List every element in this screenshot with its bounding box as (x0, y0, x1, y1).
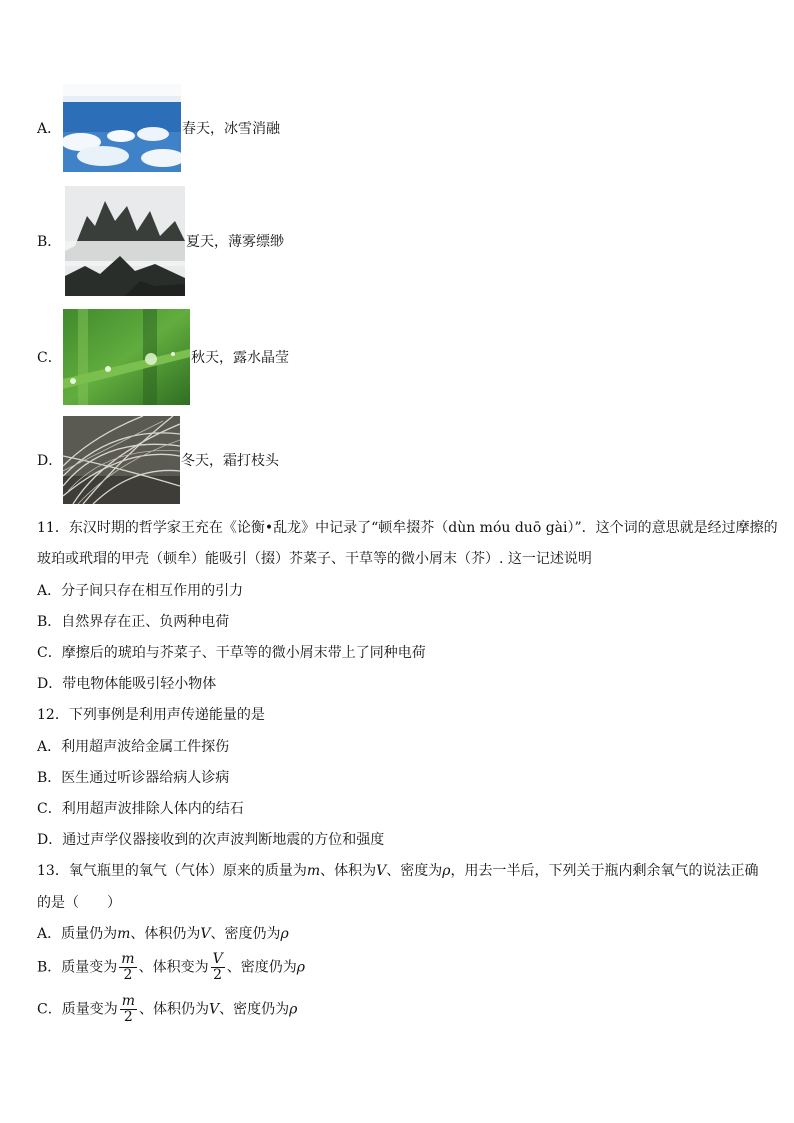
symbol-v: V (376, 863, 387, 879)
q11-stem-line1: 11．东汉时期的哲学家王充在《论衡•乱龙》中记录了“顿牟掇芥（dùn móu duō gài）”．这个词的意思就是经过摩擦的 (37, 520, 778, 536)
fraction-v-over-2 (211, 952, 225, 983)
fraction-m-over-2 (120, 994, 137, 1025)
option-letter: A． (37, 121, 62, 137)
option-letter: C． (37, 350, 62, 366)
fraction-denominator: 2 (123, 1009, 133, 1025)
option-letter: D． (37, 453, 63, 469)
option-caption: 春天，冰雪消融 (182, 121, 280, 137)
symbol-rho: ρ (296, 959, 305, 976)
q12-option-d[interactable]: D．通过声学仪器接收到的次声波判断地震的方位和强度 (37, 832, 385, 848)
q12-option-a[interactable]: A．利用超声波给金属工件探伤 (37, 739, 230, 755)
q13-text: 、密度仍为 (226, 959, 297, 976)
option-caption: 冬天，霜打枝头 (181, 453, 279, 469)
q13-text: C．质量变为 (37, 1001, 118, 1018)
q13-text: 、体积仍为 (130, 926, 201, 942)
option-caption: 夏天，薄雾缥缈 (186, 234, 284, 250)
option-c[interactable] (37, 309, 289, 405)
snow-melting-river-photo (63, 84, 181, 172)
option-a[interactable] (37, 84, 280, 172)
fraction-m-over-2 (119, 952, 136, 983)
frosted-grass-photo (63, 416, 180, 504)
q11-stem-line2: 玻珀或玳瑁的甲壳（顿牟）能吸引（掇）芥菜子、干草等的微小屑末（芥）. 这一记述说明 (37, 551, 592, 567)
q13-text: 13．氧气瓶里的氧气（气体）原来的质量为 (37, 863, 307, 879)
q13-text: 、体积仍为 (139, 1001, 209, 1018)
option-d[interactable] (37, 416, 279, 504)
q13-stem-line2: 的是（ ） (37, 895, 121, 911)
option-letter: B． (37, 234, 62, 250)
q11-option-d[interactable]: D．带电物体能吸引轻小物体 (37, 676, 217, 692)
q13-option-b[interactable] (37, 952, 305, 983)
q13-text: 、密度为 (386, 863, 443, 879)
symbol-v: V (200, 926, 211, 942)
q13-stem-line1 (37, 861, 758, 881)
symbol-rho: ρ (289, 1001, 298, 1018)
q12-stem: 12．下列事例是利用声传递能量的是 (37, 707, 265, 723)
symbol-rho: ρ (442, 863, 451, 879)
q11-option-b[interactable]: B．自然界存在正、负两种电荷 (37, 614, 230, 630)
q13-option-a[interactable] (37, 924, 289, 944)
q11-option-a[interactable]: A．分子间只存在相互作用的引力 (37, 583, 244, 599)
fraction-denominator: 2 (123, 967, 133, 983)
q13-option-c[interactable] (37, 994, 297, 1025)
q13-text: 、体积为 (320, 863, 377, 879)
symbol-rho: ρ (280, 926, 289, 942)
q13-text: B．质量变为 (37, 959, 118, 976)
option-caption: 秋天，露水晶莹 (191, 350, 289, 366)
fraction-numerator: m (121, 951, 135, 967)
q13-text: ，用去一半后，下列关于瓶内剩余氧气的说法正确 (450, 863, 759, 879)
q11-option-c[interactable]: C．摩擦后的琥珀与芥菜子、干草等的微小屑末带上了同种电荷 (37, 645, 426, 661)
misty-mountain-photo (65, 186, 185, 296)
q13-text: 、密度仍为 (219, 1001, 290, 1018)
q13-text: 、体积变为 (138, 959, 209, 976)
option-b[interactable] (37, 186, 284, 296)
fraction-numerator: m (121, 993, 135, 1009)
fraction-denominator: 2 (213, 967, 223, 983)
symbol-v: V (209, 1001, 220, 1018)
q12-option-c[interactable]: C．利用超声波排除人体内的结石 (37, 801, 244, 817)
symbol-m: m (117, 926, 131, 942)
dew-on-grass-photo (63, 309, 190, 405)
fraction-numerator: V (212, 951, 223, 967)
q13-text: A．质量仍为 (37, 926, 118, 942)
q12-option-b[interactable]: B．医生通过听诊器给病人诊病 (37, 770, 230, 786)
symbol-m: m (306, 863, 321, 879)
q13-text: 、密度仍为 (210, 926, 281, 942)
